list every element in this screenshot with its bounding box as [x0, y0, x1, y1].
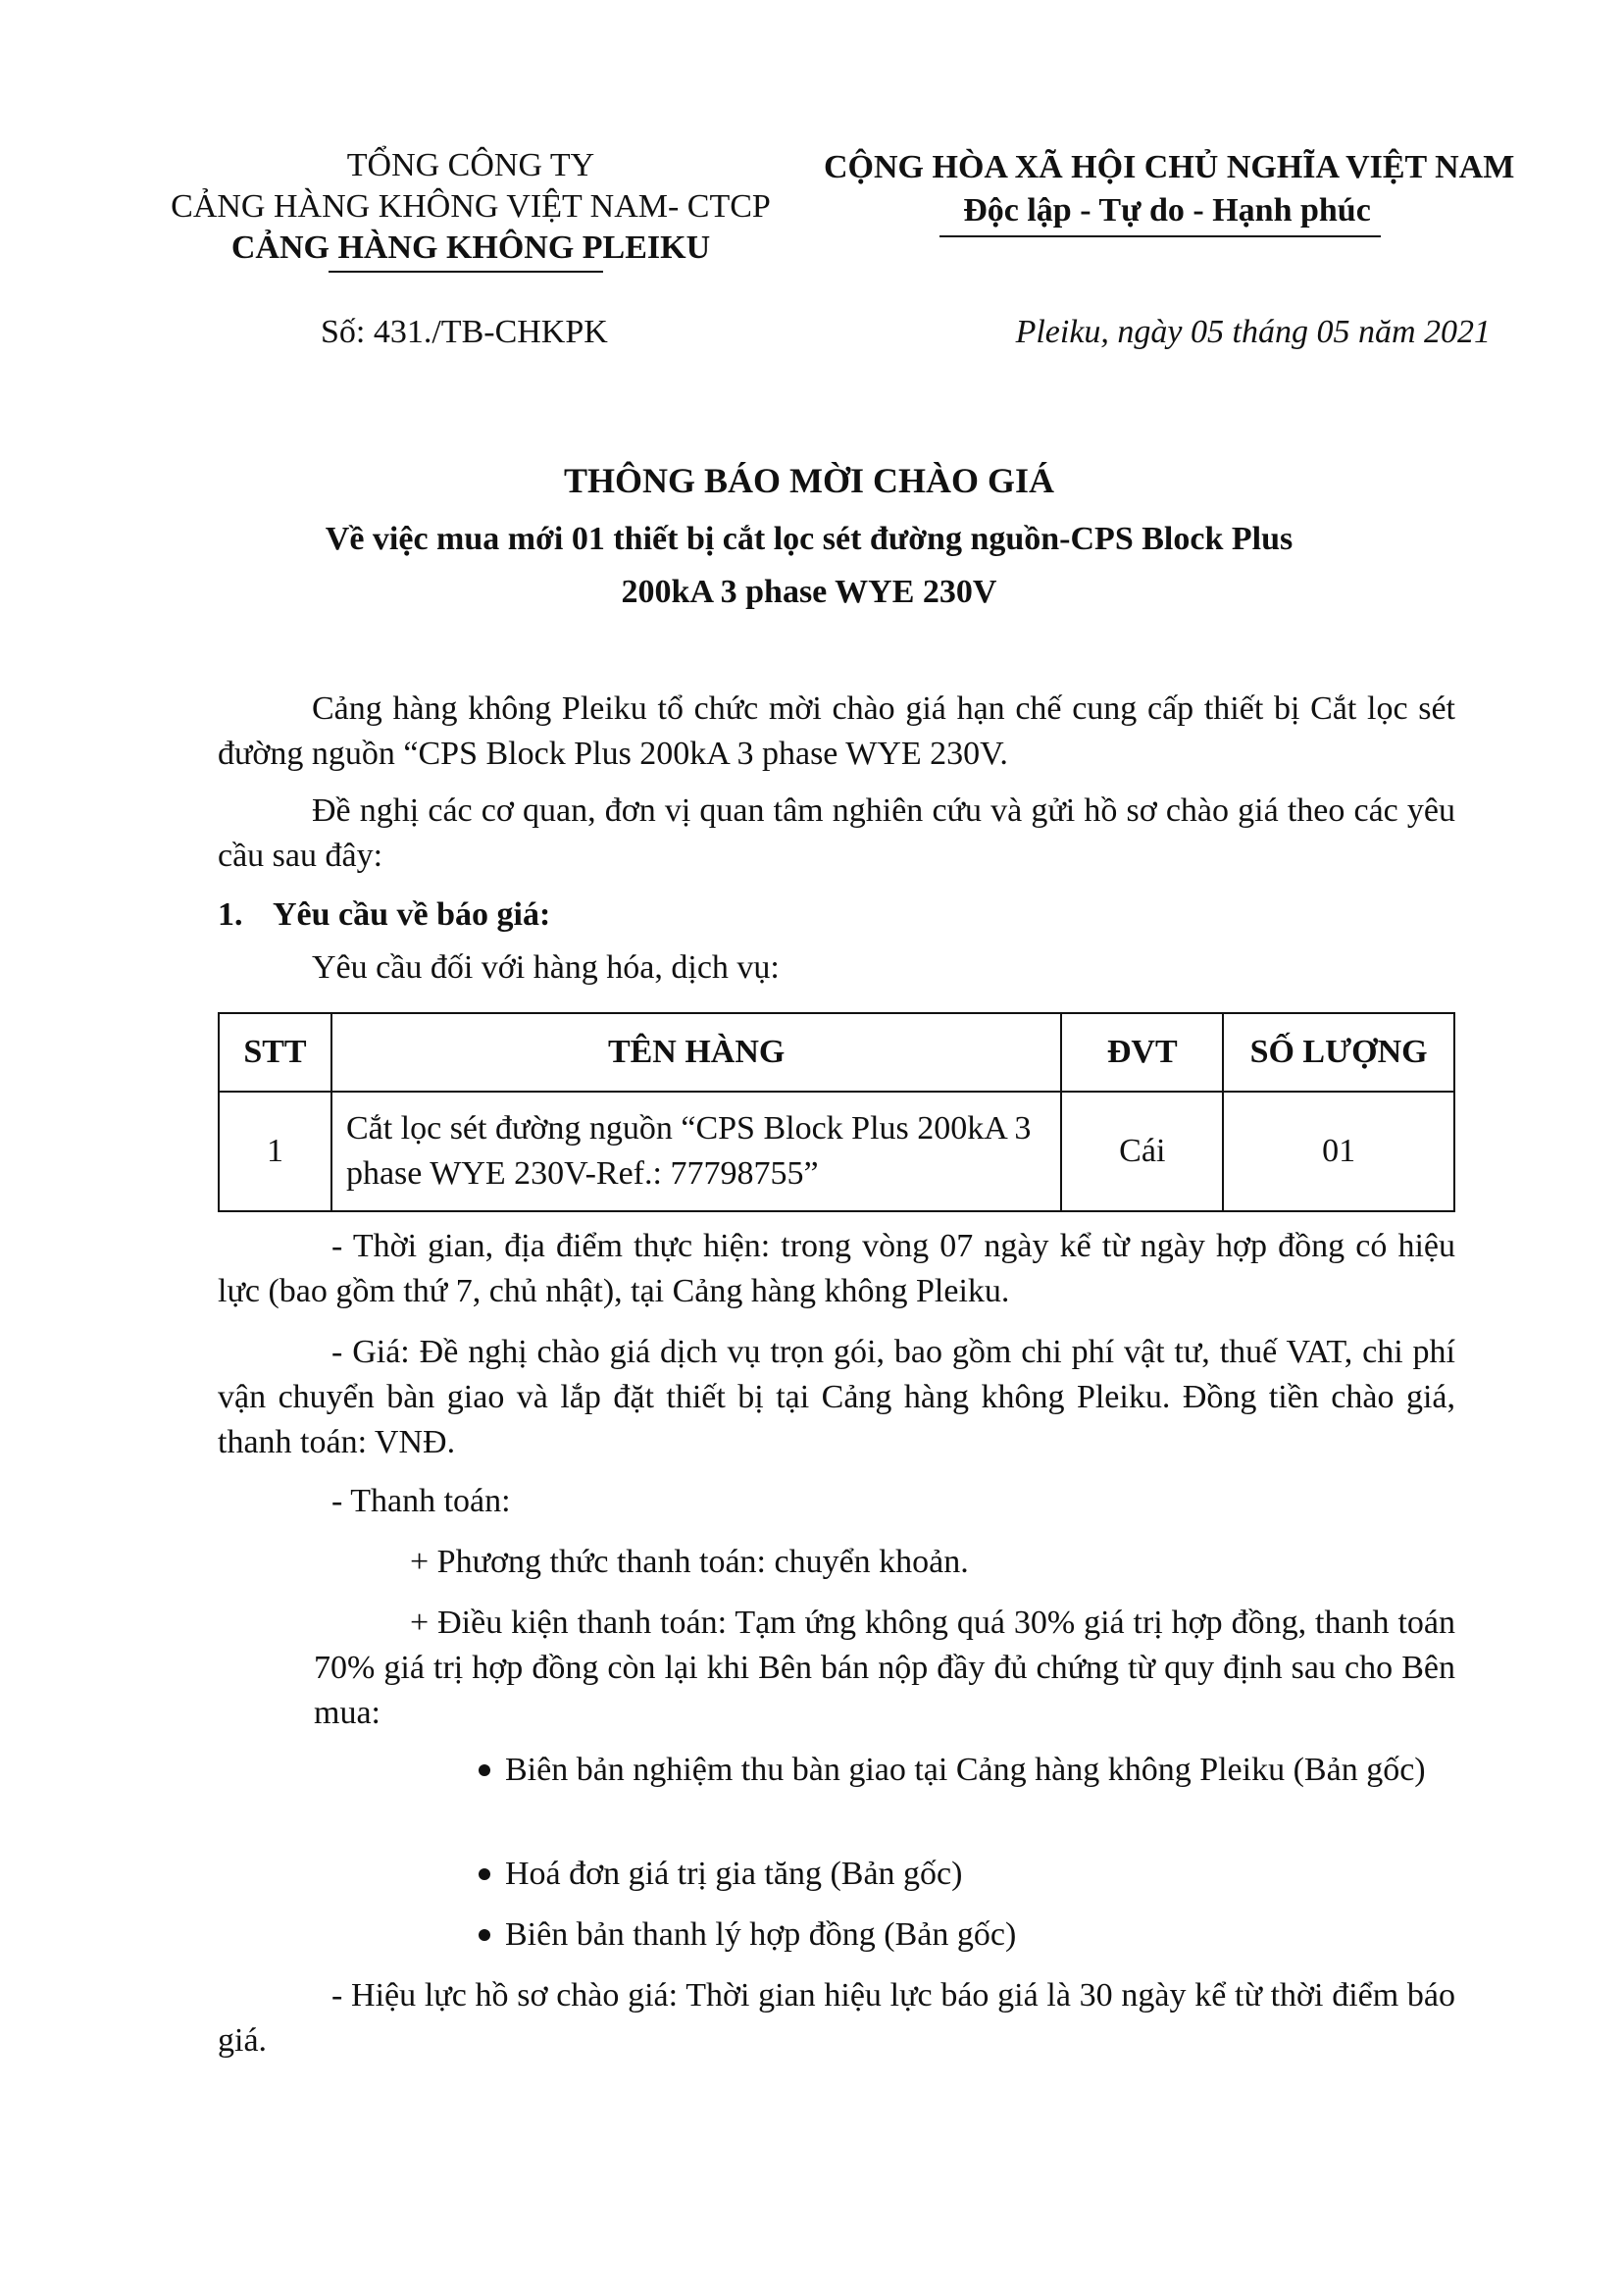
- section-number: 1.: [218, 896, 243, 933]
- table-row: [219, 1092, 1454, 1211]
- org-parent-name: TỔNG CÔNG TY: [346, 147, 595, 183]
- bullet-dot: [479, 1929, 490, 1941]
- document-subtitle-line2: 200kA 3 phase WYE 230V: [621, 574, 997, 610]
- document-item-invoice: Hoá đơn giá trị gia tăng (Bản gốc): [505, 1856, 963, 1892]
- org-corporation-name: CẢNG HÀNG KHÔNG VIỆT NAM- CTCP: [171, 188, 771, 225]
- payment-method: + Phương thức thanh toán: chuyển khoản.: [410, 1544, 969, 1580]
- cell-unit: Cái: [1061, 1092, 1223, 1211]
- motto-underline: [939, 235, 1381, 237]
- goods-table: [218, 1012, 1455, 1212]
- document-subtitle-line1: Về việc mua mới 01 thiết bị cắt lọc sét đường nguồn-CPS Block Plus: [325, 521, 1294, 557]
- national-title: CỘNG HÒA XÃ HỘI CHỦ NGHĨA VIỆT NAM: [824, 149, 1515, 185]
- document-title: THÔNG BÁO MỜI CHÀO GIÁ: [563, 461, 1055, 500]
- national-motto: Độc lập - Tự do - Hạnh phúc: [963, 192, 1371, 229]
- cell-item-name: Cắt lọc sét đường nguồn “CPS Block Plus 200kA 3 phase WYE 230V-Ref.: 77798755”: [331, 1092, 1061, 1211]
- document-date: Pleiku, ngày 05 tháng 05 năm 2021: [1015, 314, 1491, 350]
- payment-heading: - Thanh toán:: [331, 1483, 511, 1519]
- cell-stt: 1: [219, 1092, 331, 1211]
- validity-term: - Hiệu lực hồ sơ chào giá: Thời gian hiệu lực báo giá là 30 ngày kể từ thời điểm báo giá.: [218, 1977, 1455, 2059]
- table-intro: Yêu cầu đối với hàng hóa, dịch vụ:: [312, 949, 780, 986]
- header-unit: ĐVT: [1061, 1013, 1223, 1092]
- org-underline: [329, 271, 603, 273]
- document-item-acceptance: Biên bản nghiệm thu bàn giao tại Cảng hàng không Pleiku (Bản gốc): [505, 1752, 1426, 1788]
- section-heading: Yêu cầu về báo giá:: [273, 896, 551, 933]
- document-item-liquidation: Biên bản thanh lý hợp đồng (Bản gốc): [505, 1916, 1017, 1953]
- intro-paragraph: Cảng hàng không Pleiku tổ chức mời chào giá hạn chế cung cấp thiết bị Cắt lọc sét đường nguồn “CPS Block Plus 200kA 3 phase WYE 230V.: [218, 690, 1455, 772]
- table-header-row: [219, 1013, 1454, 1092]
- time-place-term: - Thời gian, địa điểm thực hiện: trong vòng 07 ngày kể từ ngày hợp đồng có hiệu lực (bao gồm thứ 7, chủ nhật), tại Cảng hàng không Pleiku.: [218, 1228, 1455, 1309]
- payment-conditions: + Điều kiện thanh toán: Tạm ứng không quá 30% giá trị hợp đồng, thanh toán 70% giá trị hợp đồng còn lại khi Bên bán nộp đầy đủ chứng từ quy định sau cho Bên mua:: [314, 1605, 1455, 1731]
- price-term: - Giá: Đề nghị chào giá dịch vụ trọn gói, bao gồm chi phí vật tư, thuế VAT, chi phí vận chuyển bàn giao và lắp đặt thiết bị tại Cảng hàng không Pleiku. Đồng tiền chào giá, thanh toán: VNĐ.: [218, 1334, 1455, 1460]
- bullet-dot: [479, 1764, 490, 1776]
- request-paragraph: Đề nghị các cơ quan, đơn vị quan tâm nghiên cứu và gửi hồ sơ chào giá theo các yêu cầu sau đây:: [218, 792, 1455, 874]
- header-item-name: TÊN HÀNG: [331, 1013, 1061, 1092]
- document-number: Số: 431./TB-CHKPK: [321, 314, 608, 350]
- header-quantity: SỐ LƯỢNG: [1223, 1013, 1454, 1092]
- bullet-dot: [479, 1868, 490, 1880]
- header-stt: STT: [219, 1013, 331, 1092]
- cell-quantity: 01: [1223, 1092, 1454, 1211]
- org-unit-name: CẢNG HÀNG KHÔNG PLEIKU: [230, 229, 711, 266]
